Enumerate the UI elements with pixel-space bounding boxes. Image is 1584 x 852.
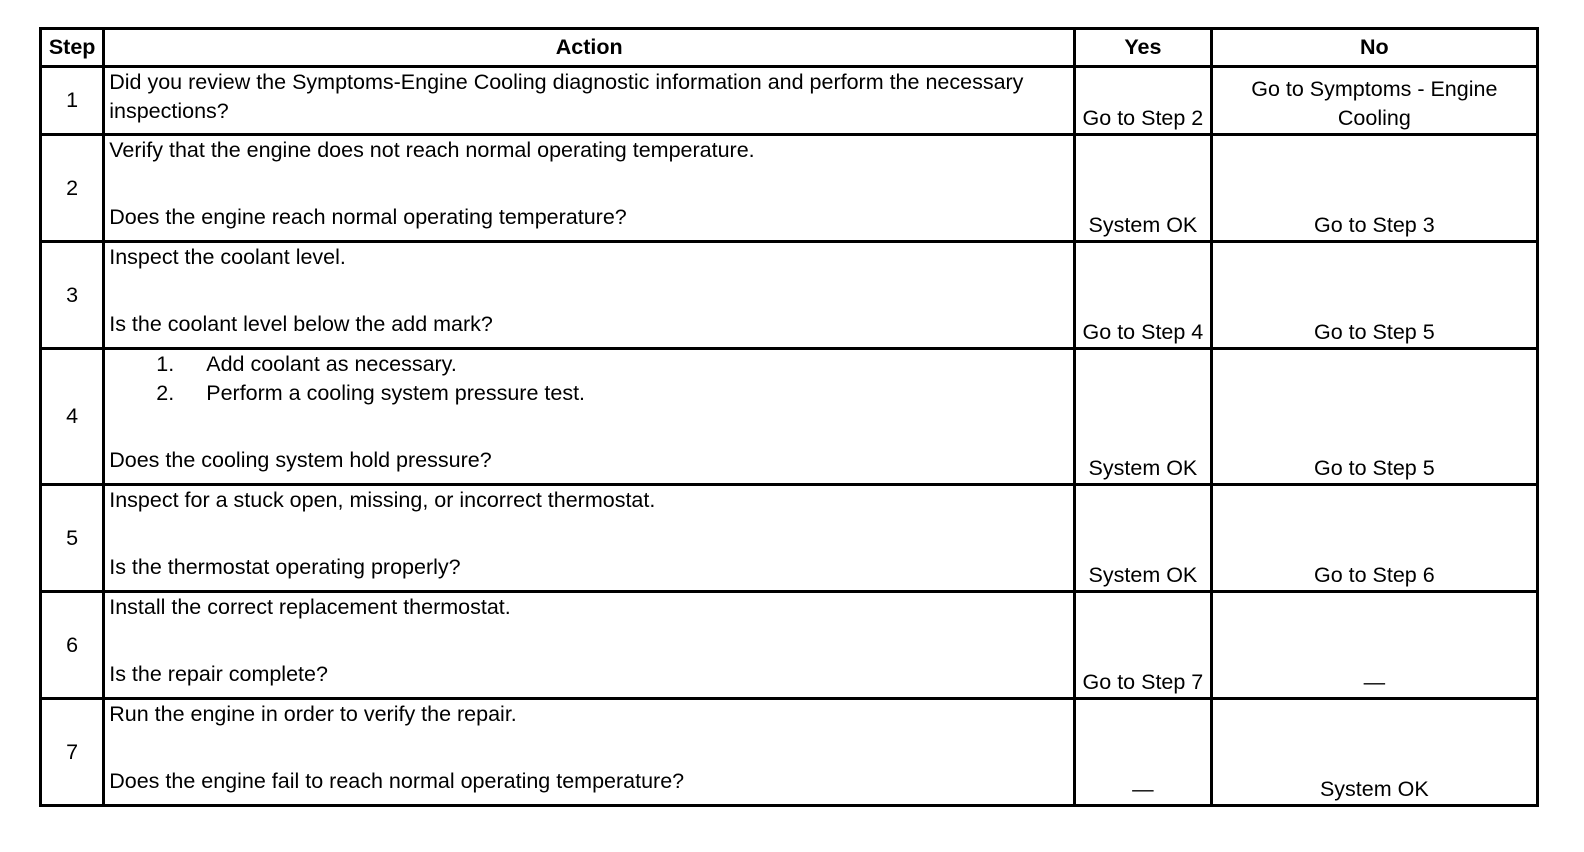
header-action: Action (105, 30, 1073, 65)
table-row (42, 136, 1536, 240)
yes-cell: System OK (1076, 136, 1210, 240)
no-cell: Go to Step 6 (1213, 486, 1536, 590)
action-cell (105, 700, 1073, 804)
no-cell: Go to Symptoms - Engine Cooling (1213, 68, 1536, 133)
list-item-text: Perform a cooling system pressure test. (206, 381, 586, 405)
yes-cell: Go to Step 4 (1076, 243, 1210, 347)
list-item-number: 1. (156, 352, 175, 376)
no-cell: System OK (1213, 700, 1536, 804)
instruction-text: Inspect for a stuck open, missing, or incorrect thermostat. (109, 488, 656, 512)
instruction-text: Inspect the coolant level. (109, 245, 346, 269)
list-item-text: Add coolant as necessary. (206, 352, 457, 376)
list-item-number: 2. (156, 381, 175, 405)
instruction-text: Verify that the engine does not reach normal operating temperature. (109, 138, 755, 162)
step-number: 6 (42, 593, 102, 697)
step-number: 1 (42, 68, 102, 133)
no-cell: Go to Step 5 (1213, 350, 1536, 483)
action-cell (105, 486, 1073, 590)
yes-cell: Go to Step 7 (1076, 593, 1210, 697)
instruction-text: Run the engine in order to verify the repair. (109, 702, 517, 726)
question-text: Does the engine fail to reach normal operating temperature? (109, 769, 685, 793)
no-cell: Go to Step 5 (1213, 243, 1536, 347)
list-item (156, 350, 1069, 379)
action-cell (105, 593, 1073, 697)
yes-cell: System OK (1076, 350, 1210, 483)
diagnostic-table (39, 27, 1539, 807)
instruction-text: Install the correct replacement thermostat. (109, 595, 511, 619)
step-number: 5 (42, 486, 102, 590)
step-number: 3 (42, 243, 102, 347)
yes-cell: — (1076, 700, 1210, 804)
step-number: 2 (42, 136, 102, 240)
table-row (42, 486, 1536, 590)
question-text: Is the repair complete? (109, 662, 328, 686)
table-row (42, 243, 1536, 347)
table-row (42, 593, 1536, 697)
action-cell (105, 136, 1073, 240)
action-cell: Did you review the Symptoms-Engine Cooling diagnostic information and perform the necessary inspections? (105, 68, 1073, 133)
question-text: Does the engine reach normal operating temperature? (109, 205, 627, 229)
action-cell (105, 350, 1073, 483)
table-row (42, 700, 1536, 804)
list-item (156, 379, 1069, 408)
question-text: Is the coolant level below the add mark? (109, 312, 493, 336)
yes-cell: Go to Step 2 (1076, 68, 1210, 133)
table-row (42, 68, 1536, 133)
step-number: 4 (42, 350, 102, 483)
action-cell (105, 243, 1073, 347)
yes-cell: System OK (1076, 486, 1210, 590)
step-number: 7 (42, 700, 102, 804)
table-row (42, 350, 1536, 483)
header-no: No (1213, 30, 1536, 65)
question-text: Is the thermostat operating properly? (109, 555, 461, 579)
header-yes: Yes (1076, 30, 1210, 65)
no-cell: Go to Step 3 (1213, 136, 1536, 240)
substep-list (109, 350, 1069, 408)
no-cell: — (1213, 593, 1536, 697)
header-step: Step (42, 30, 102, 65)
header-row (42, 30, 1536, 65)
question-text: Does the cooling system hold pressure? (109, 448, 492, 472)
